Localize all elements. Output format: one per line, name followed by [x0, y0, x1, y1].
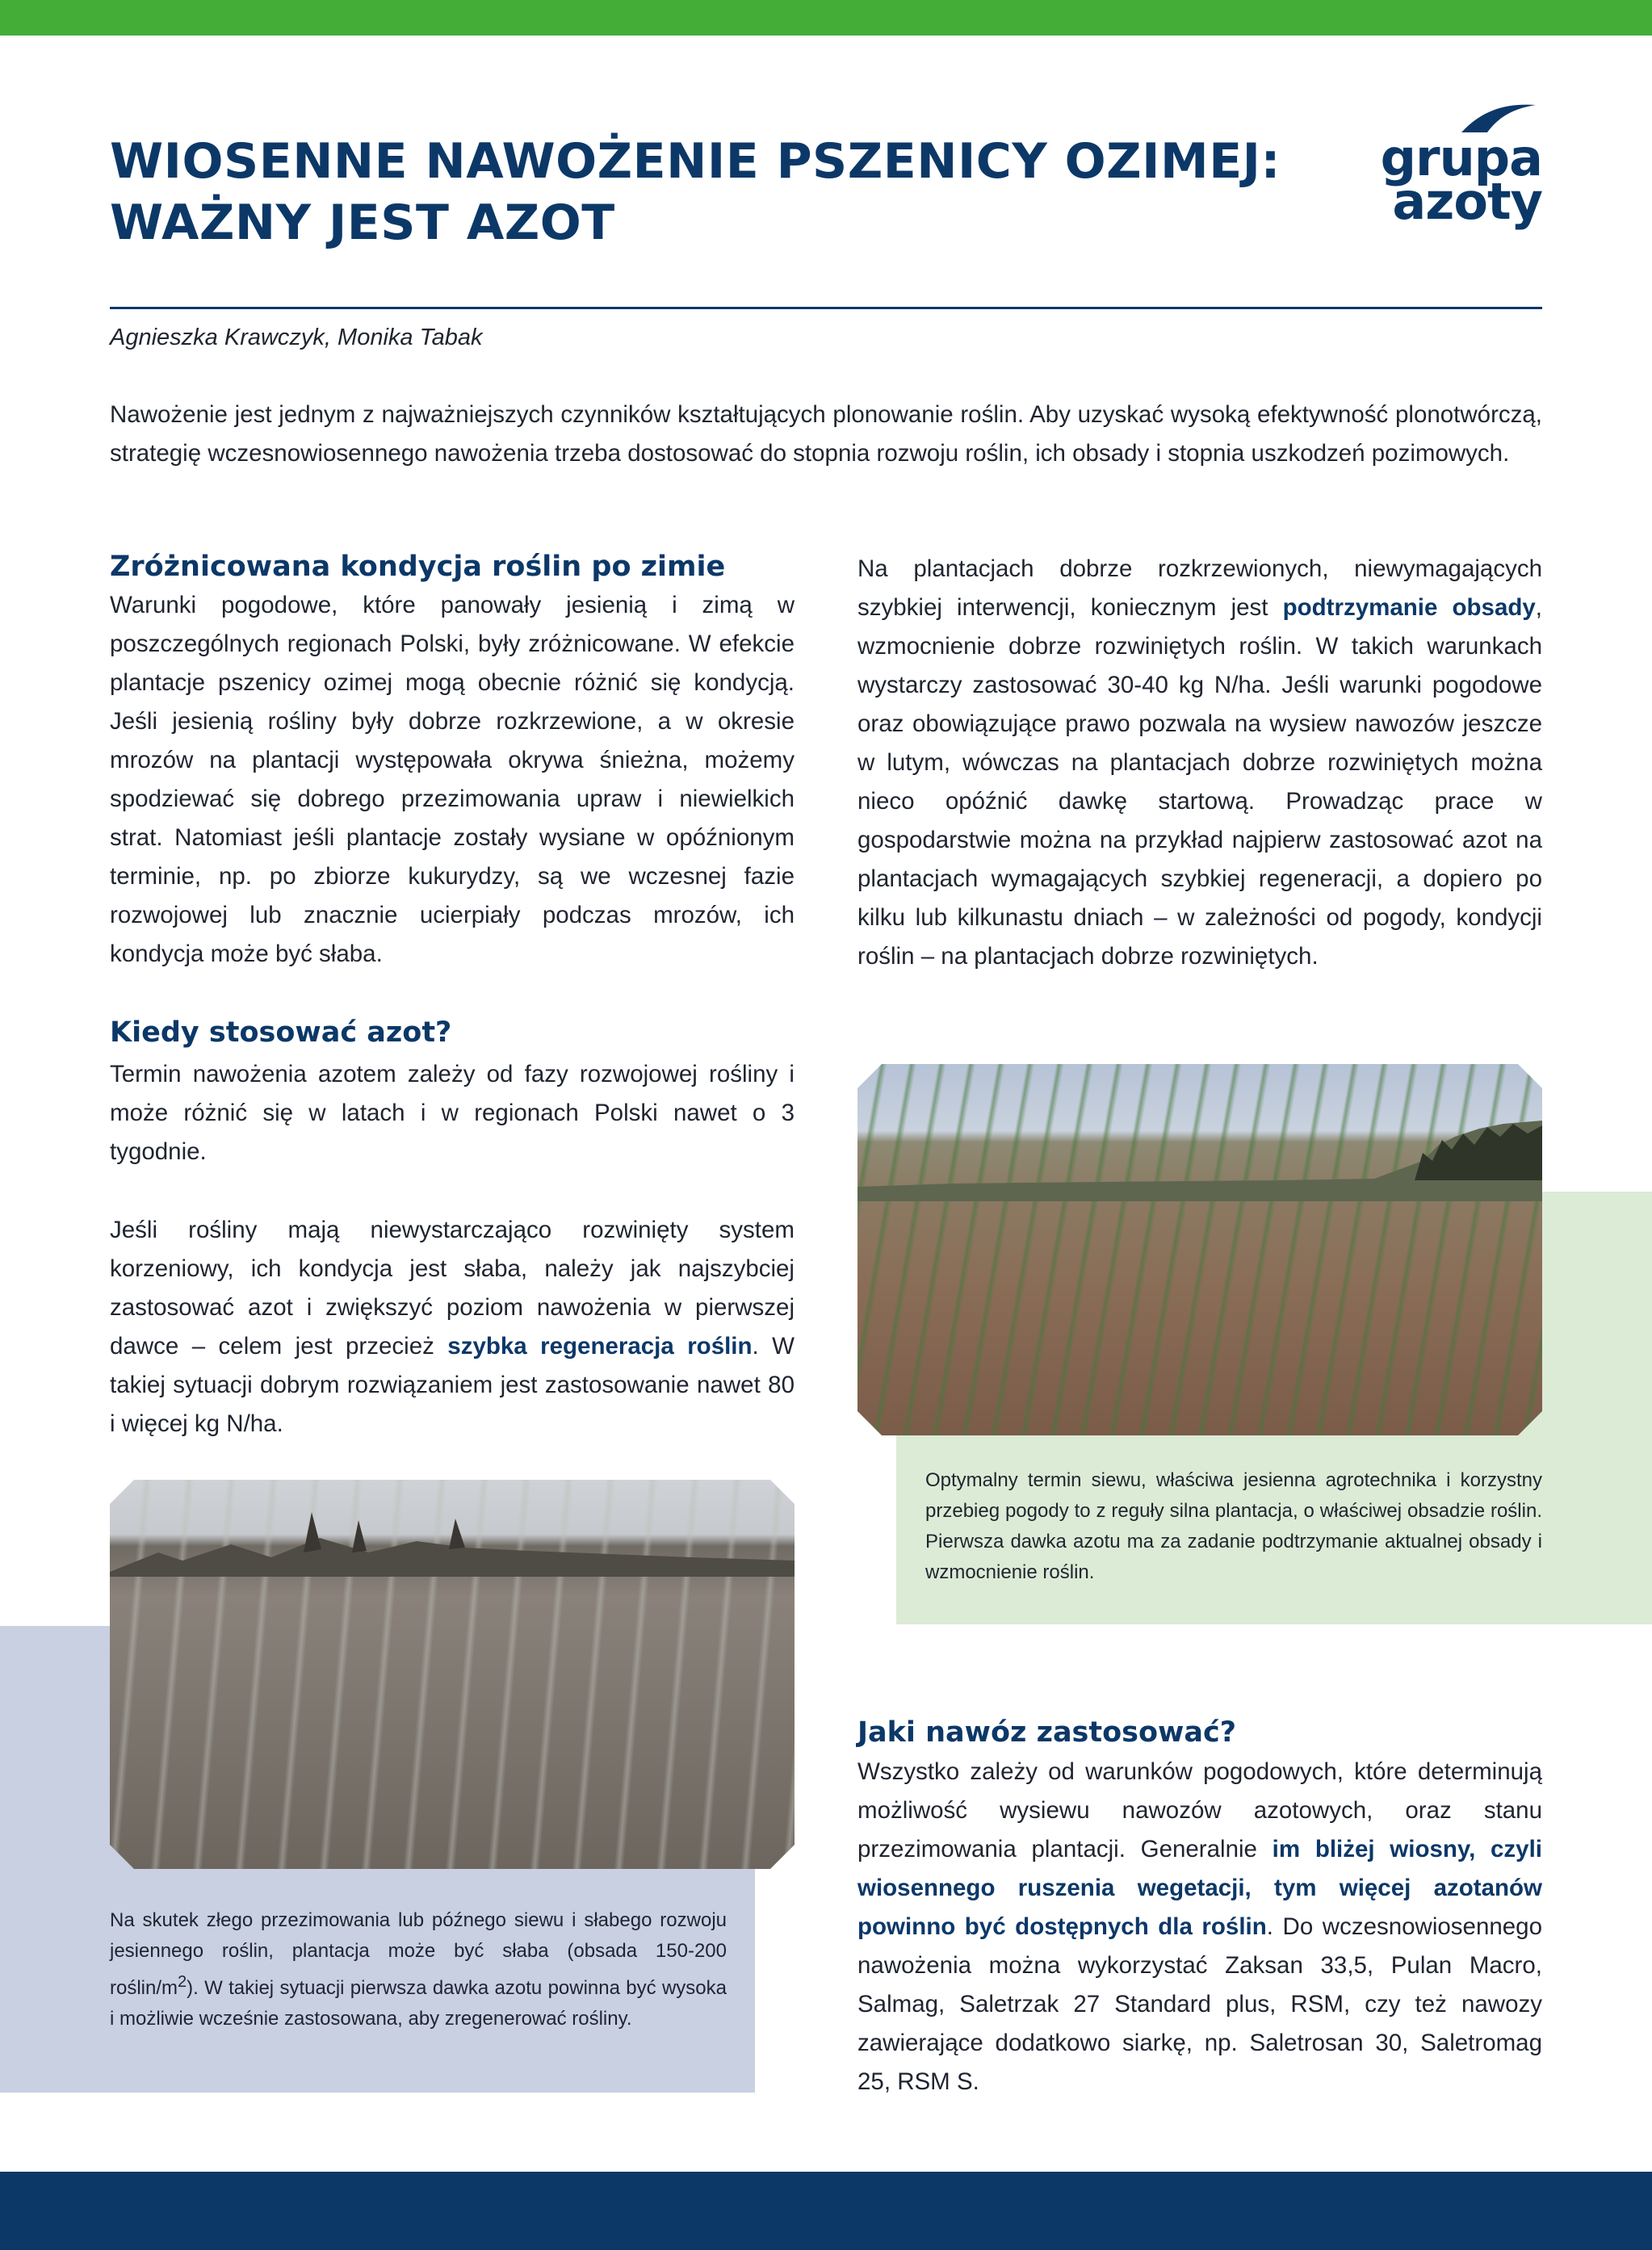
- photo-weak-plantation: [110, 1480, 795, 1869]
- section2-heading: Kiedy stosować azot?: [110, 1016, 452, 1049]
- section3-body: [857, 1753, 1542, 2101]
- title-line-1: WIOSENNE NAWOŻENIE PSZENICY OZIMEJ:: [110, 133, 1281, 190]
- caption-weak-plantation: [110, 1905, 727, 2034]
- right-p1-text-end: , wzmocnienie dobrze rozwiniętych roślin. W takich warunkach wystarczy zastosować 30-40 kg N/ha. Jeśli warunki pogodowe oraz obowiązujące prawo pozwala na wysiew nawozów jeszcze w lutym, wówczas na plantacjach dobrze rozwiniętych można nieco opóźnić dawkę startową. Prowadząc prace w gospodarstwie można na przykład najpierw zastosować azot na plantacjach wymagających szybkiej regeneracji, a dopiero po kilku lub kilkunastu dniach – w zależności od pogody, kondycji roślin – na plantacjach dobrze rozwiniętych.: [857, 594, 1542, 970]
- photo-treeline-graphic-2: [110, 1496, 795, 1577]
- top-accent-bar: [0, 0, 1652, 36]
- right-p1-text: Na plantacjach dobrze rozkrzewionych, niewymagających szybkiej interwencji, koniecznym jest: [857, 555, 1542, 621]
- caption-left-superscript: 2: [178, 1973, 187, 1991]
- section3-text-end: . Do wczesnowiosennego nawożenia można wykorzystać Zaksan 33,5, Pulan Macro, Salmag, Saletrzak 27 Standard plus, RSM, czy też nawozy zawierające dodatkowo siarkę, np. Saletrosan 30, Saletromag 25, RSM S.: [857, 1913, 1542, 2095]
- right-p1-highlight: podtrzymanie obsady: [1282, 594, 1536, 621]
- right-column-paragraph: [857, 550, 1542, 976]
- section2-p2-text-end: . W takiej sytuacji dobrym rozwiązaniem jest zastosowanie nawet 80 i więcej kg N/ha.: [110, 1333, 795, 1437]
- caption-left-text-end: ). W takiej sytuacji pierwsza dawka azotu powinna być wysoka i możliwie wcześnie zastosowana, aby zregenerować rośliny.: [110, 1977, 727, 2030]
- section2-paragraph-2: [110, 1211, 795, 1443]
- authors: Agnieszka Krawczyk, Monika Tabak: [110, 325, 483, 350]
- section2-paragraph-1: Termin nawożenia azotem zależy od fazy rozwojowej rośliny i może różnić się w latach i w regionach Polski nawet o 3 tygodnie.: [110, 1061, 795, 1165]
- section2-p2-text: Jeśli rośliny mają niewystarczająco rozwinięty system korzeniowy, ich kondycja jest słaba, należy jak najszybciej zastosować azot i zwiększyć poziom nawożenia w pierwszej dawce – celem jest przecież: [110, 1217, 795, 1360]
- section3-heading: Jaki nawóz zastosować?: [857, 1716, 1237, 1749]
- grupa-azoty-logo: [1365, 100, 1542, 231]
- section1-body: Warunki pogodowe, które panowały jesienią i zimą w poszczególnych regionach Polski, były zróżnicowane. W efekcie plantacje pszenicy ozimej mogą obecnie różnić się kondycją. Jeśli jesienią rośliny były dobrze rozkrzewione, a w okresie mrozów na plantacji występowała okrywa śnieżna, możemy spodziewać się dobrego przezimowania upraw i niewielkich strat. Natomiast jeśli plantacje zostały wysiane w opóźnionym terminie, np. po zbiorze kukurydzy, są we wczesnej fazie rozwojowej lub znacznie ucierpiały podczas mrozów, ich kondycja może być słaba.: [110, 592, 795, 967]
- title-line-2: WAŻNY JEST AZOT: [110, 195, 615, 251]
- photo-strong-plantation: [857, 1064, 1542, 1435]
- intro-paragraph: Nawożenie jest jednym z najważniejszych czynników kształtujących plonowanie roślin. Aby uzyskać wysoką efektywność plonotwórczą, strategię wczesnowiosennego nawożenia trzeba dostosować do stopnia rozwoju roślin, ich obsady i stopnia uszkodzeń pozimowych.: [110, 401, 1542, 467]
- section1-heading: Zróżnicowana kondycja roślin po zimie: [110, 551, 726, 583]
- photo-treeline-graphic: [857, 1112, 1542, 1201]
- page-title: [110, 131, 1321, 253]
- section3-highlight: im bliżej wiosny, czyli wiosennego ruszenia wegetacji, tym więcej azotanów powinno być dostępnych dla roślin: [857, 1836, 1542, 1940]
- logo-line-2: azoty: [1392, 172, 1542, 231]
- section2-p2-highlight: szybka regeneracja roślin: [447, 1333, 753, 1360]
- bottom-footer-bar: [0, 2172, 1652, 2250]
- caption-left-text: Na skutek złego przezimowania lub późnego siewu i słabego rozwoju jesiennego roślin, plantacja może być słaba (obsada 150-200 roślin/m: [110, 1909, 727, 1999]
- section3-text: Wszystko zależy od warunków pogodowych, które determinują możliwość wysiewu nawozów azotowych, oraz stanu przezimowania plantacji. Generalnie: [857, 1758, 1542, 1862]
- logo-line-1: grupa: [1380, 128, 1542, 187]
- caption-strong-plantation: Optymalny termin siewu, właściwa jesienna agrotechnika i korzystny przebieg pogody to z reguły silna plantacja, o właściwej obsadzie roślin. Pierwsza dawka azotu ma za zadanie podtrzymanie aktualnej obsady i wzmocnienie roślin.: [925, 1469, 1542, 1583]
- header-divider: [110, 307, 1542, 309]
